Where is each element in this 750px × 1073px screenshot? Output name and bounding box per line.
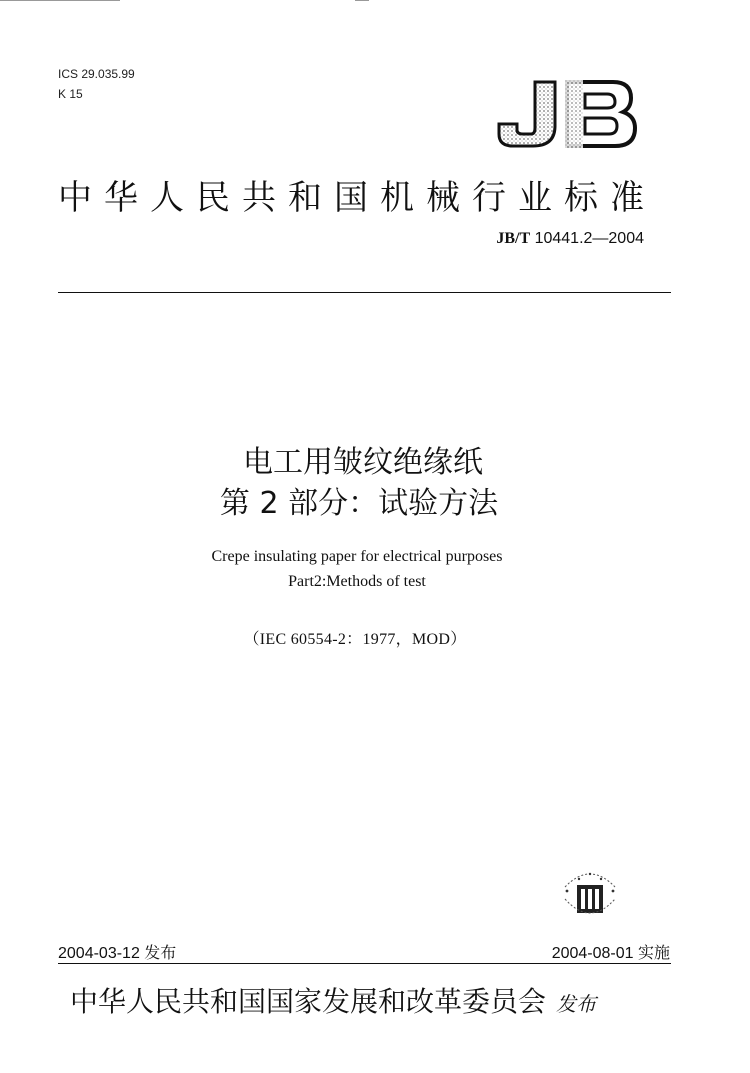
issue-date: 2004-03-12 发布	[58, 945, 177, 962]
title-cn-line2: 第 2 部分：试验方法	[219, 486, 499, 521]
footer-divider	[58, 963, 671, 964]
classification-codes	[58, 64, 135, 104]
issuer-name: 中华人民共和国国家发展和改革委员会	[70, 985, 547, 1018]
standard-prefix: JB/T	[496, 230, 531, 247]
jb-logo-graphic	[495, 78, 640, 150]
ccs-code: K 15	[58, 87, 83, 101]
issuer-suffix: 发布	[556, 992, 597, 1016]
top-scan-line-left	[0, 0, 120, 1]
standard-number	[496, 230, 644, 248]
issuing-authority	[70, 980, 596, 1020]
ics-code: ICS 29.035.99	[58, 67, 135, 81]
standard-code: 10441.2—2004	[530, 230, 644, 247]
implementation-date: 2004-08-01 实施	[551, 945, 670, 962]
title-cn-line1: 电工用皱纹绝缘纸	[243, 445, 483, 480]
iec-equivalence: （IEC 60554-2：1977，MOD）	[243, 631, 467, 648]
ministry-emblem	[559, 865, 621, 923]
jb-logo	[495, 78, 640, 150]
header-divider	[58, 292, 671, 293]
top-scan-line-mid	[355, 0, 369, 1]
industry-standard-title: 中华人民共和国机械行业标准	[58, 178, 656, 218]
title-en-line2: Part2:Methods of test	[288, 573, 426, 590]
ministry-emblem-graphic	[559, 865, 621, 923]
title-en-line1: Crepe insulating paper for electrical purposes	[211, 548, 503, 565]
